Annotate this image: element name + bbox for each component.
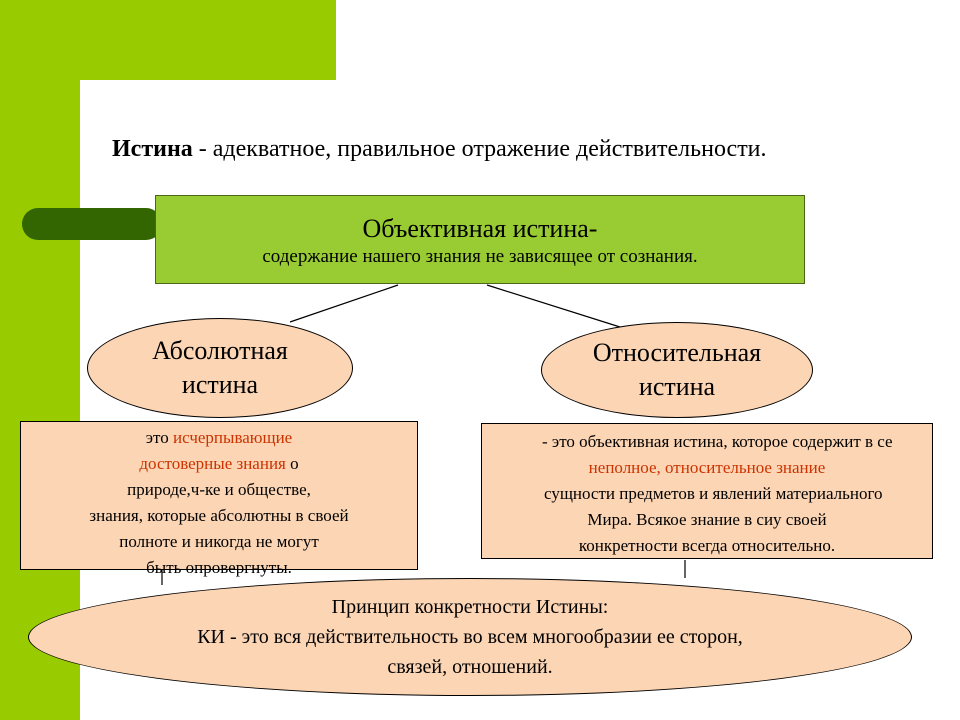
relative-def-line: сущности предметов и явлений материального (544, 484, 883, 503)
connector-objective-absolute (290, 285, 398, 322)
principle-line2: КИ - это вся действительность во всем многообразии ее сторон, (197, 626, 743, 648)
absolute-title-line2: истина (181, 370, 259, 399)
relative-def-highlight: неполное, относительное знание (588, 458, 826, 477)
absolute-def-highlight: исчерпывающие (173, 428, 293, 447)
absolute-truth-definition (20, 421, 418, 577)
absolute-def-text: о (285, 454, 299, 473)
relative-truth-definition (481, 423, 933, 559)
absolute-def-line: знания, которые абсолютны в своей (89, 506, 349, 525)
page-title (112, 136, 767, 163)
objective-truth-title: Объективная истина- (362, 214, 598, 243)
relative-def-line: конкретности всегда относительно. (578, 536, 836, 555)
objective-truth-box (155, 195, 805, 284)
principle-line3: связей, отношений. (387, 656, 553, 678)
relative-truth-ellipse (541, 322, 813, 418)
objective-truth-subtitle: содержание нашего знания не зависящее от сознания. (262, 246, 698, 267)
absolute-def-line: быть опровергнуты. (146, 558, 292, 577)
title-term: Истина (112, 136, 193, 162)
absolute-def-line: природе,ч-ке и обществе, (127, 480, 311, 499)
absolute-def-highlight: достоверные знания (139, 454, 286, 473)
concreteness-principle-ellipse (28, 578, 912, 696)
connector-objective-relative (487, 285, 620, 327)
relative-title-line2: истина (638, 372, 716, 401)
absolute-def-line: полноте и никогда не могут (119, 532, 319, 551)
absolute-def-line (21, 425, 417, 451)
absolute-def-text: это (145, 428, 174, 447)
relative-title-line1: Относительная (592, 338, 762, 368)
relative-def-line: - это объективная истина, которое содержит в се (542, 432, 893, 451)
absolute-def-line (21, 451, 417, 477)
title-definition: - адекватное, правильное отражение действительности. (192, 136, 767, 162)
absolute-truth-ellipse (87, 318, 353, 418)
absolute-title-line1: Абсолютная (152, 336, 288, 366)
principle-title: Принцип конкретности Истины: (331, 596, 609, 618)
relative-def-line: Мира. Всякое знание в сиу своей (587, 510, 827, 529)
